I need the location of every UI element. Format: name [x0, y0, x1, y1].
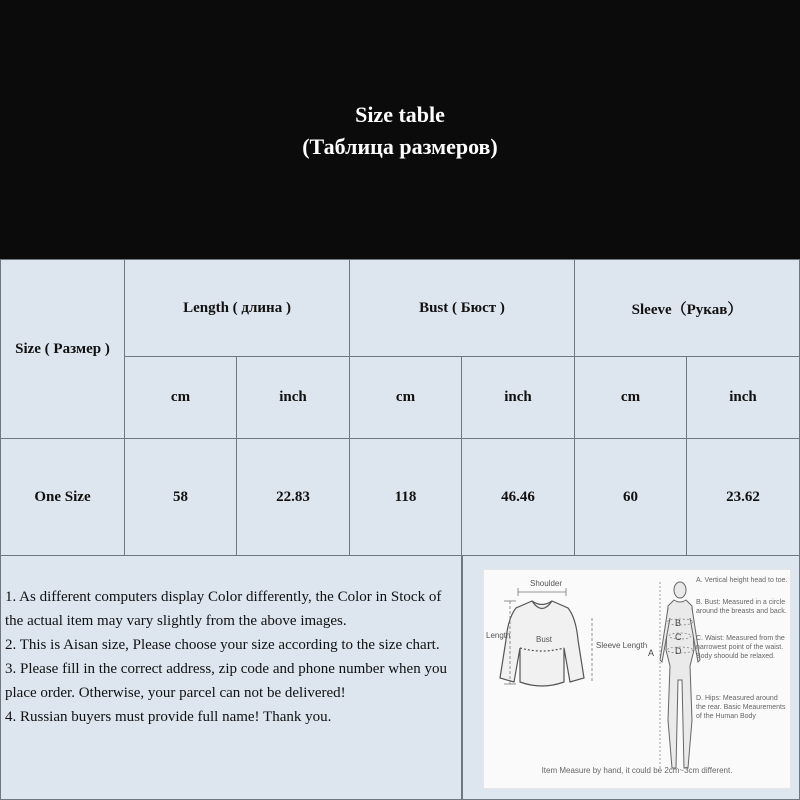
sleeve-inch-value: 23.62 — [686, 438, 800, 556]
notes-panel — [0, 555, 462, 800]
page-title: Size table — [355, 102, 445, 127]
legend-d: D. Hips: Measured around the rear. Basic Meaurements of the Human Body — [696, 695, 786, 720]
unit-cm-bust: cm — [349, 356, 462, 439]
unit-cm-sleeve: cm — [574, 356, 687, 439]
sleeve-header: Sleeve（Рукав） — [574, 259, 800, 357]
note-2: 2. This is Aisan size, Please choose your size according to the size chart. — [5, 637, 440, 653]
body-figure-icon — [660, 582, 700, 768]
unit-inch-length: inch — [236, 356, 350, 439]
measurement-diagram — [483, 569, 791, 789]
marker-b: B — [675, 618, 682, 628]
size-header: Size ( Размер ) — [0, 259, 125, 439]
unit-inch-bust: inch — [461, 356, 575, 439]
bust-header: Bust ( Бюст ) — [349, 259, 575, 357]
note-4: 4. Russian buyers must provide full name! Thank you. — [5, 709, 332, 725]
unit-cm-length: cm — [124, 356, 237, 439]
measurement-figure — [462, 555, 800, 800]
length-cm-value: 58 — [124, 438, 237, 556]
size-table — [0, 259, 800, 800]
bust-cm-value: 118 — [349, 438, 462, 556]
marker-d: D — [675, 646, 682, 656]
legend-c: C. Waist: Measured from the narrowest point of the waist. Body shoould be relaxed. — [696, 635, 785, 660]
length-header: Length ( длина ) — [124, 259, 350, 357]
length-inch-value: 22.83 — [236, 438, 350, 556]
note-3: 3. Please fill in the correct address, zip code and phone number when you place order. Otherwise, your parcel can not be delivered! — [5, 661, 447, 701]
page-subtitle: (Таблица размеров) — [302, 134, 498, 159]
length-label: Length — [486, 631, 511, 640]
bust-inch-value: 46.46 — [461, 438, 575, 556]
note-1: 1. As different computers display Color differently, the Color in Stock of the actual item may vary slightly from the above images. — [5, 589, 442, 629]
sleeve-label: Sleeve Length — [596, 641, 648, 650]
measure-footer: Item Measure by hand, it could be 2cm~3cm different. — [541, 766, 733, 775]
title-banner — [0, 0, 800, 259]
marker-c: C — [675, 632, 682, 642]
legend-b: B. Bust: Measured in a circle around the breasts and back. — [696, 599, 787, 615]
size-value: One Size — [0, 438, 125, 556]
marker-a: A — [648, 648, 655, 658]
sleeve-cm-value: 60 — [574, 438, 687, 556]
legend-a: A. Vertical height head to toe. — [696, 577, 788, 584]
shoulder-label: Shoulder — [530, 579, 563, 588]
unit-inch-sleeve: inch — [686, 356, 800, 439]
bust-label: Bust — [536, 635, 553, 644]
